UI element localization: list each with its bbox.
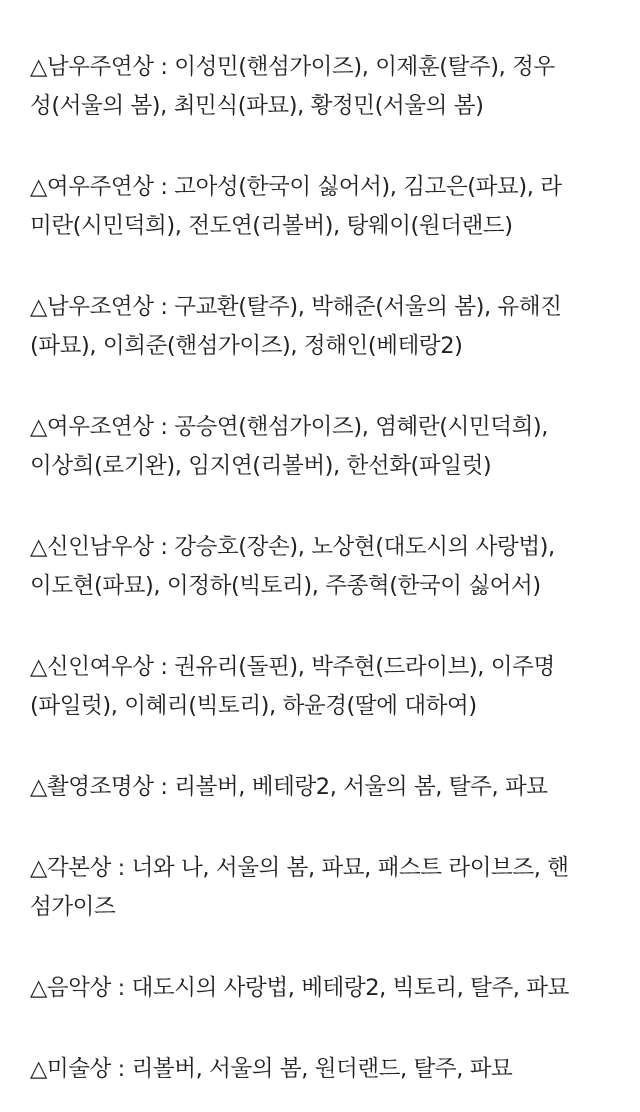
category-art-direction [30,1050,618,1089]
text-line: 이도현(파묘), 이정하(빅토리), 주종혁(한국이 싫어서) [30,573,541,599]
text-line: △음악상 : 대도시의 사랑법, 베테랑2, 빅토리, 탈주, 파묘 [30,975,569,1001]
article-body [30,0,618,1112]
text-line: △각본상 : 너와 나, 서울의 봄, 파묘, 패스트 라이브즈, 핸 [30,855,569,881]
text-line: △여우조연상 : 공승연(핸섬가이즈), 염혜란(시민덕희), [30,414,549,440]
category-best-supporting-actor [30,288,618,366]
text-line: △남우조연상 : 구교환(탈주), 박해준(서울의 봄), 유해진 [30,294,562,320]
category-screenplay [30,849,618,927]
text-line: △신인여우상 : 권유리(돌핀), 박주현(드라이브), 이주명 [30,654,555,680]
text-line: 섬가이즈 [30,894,116,920]
category-best-supporting-actress [30,408,618,486]
text-line: (파묘), 이희준(핸섬가이즈), 정해인(베테랑2) [30,333,463,359]
text-line: 이상희(로기완), 임지연(리볼버), 한선화(파일럿) [30,453,492,479]
text-line: 미란(시민덕희), 전도연(리볼버), 탕웨이(원더랜드) [30,213,513,239]
text-line: △촬영조명상 : 리볼버, 베테랑2, 서울의 봄, 탈주, 파묘 [30,774,548,800]
category-best-new-actor [30,528,618,606]
clipped-text-line [30,0,618,6]
category-best-actor [30,48,618,126]
text-line: △여우주연상 : 고아성(한국이 싫어서), 김고은(파묘), 라 [30,174,562,200]
text-line: 성(서울의 봄), 최민식(파묘), 황정민(서울의 봄) [30,93,484,119]
text-line: △신인남우상 : 강승호(장손), 노상현(대도시의 사랑법), [30,534,555,560]
category-best-actress [30,168,618,246]
text-line: △남우주연상 : 이성민(핸섬가이즈), 이제훈(탈주), 정우 [30,54,555,80]
text-line: △미술상 : 리볼버, 서울의 봄, 원더랜드, 탈주, 파묘 [30,1056,513,1082]
category-best-new-actress [30,648,618,726]
category-music [30,969,618,1008]
text-line: (파일럿), 이혜리(빅토리), 하윤경(딸에 대하여) [30,693,477,719]
category-cinematography-lighting [30,768,618,807]
